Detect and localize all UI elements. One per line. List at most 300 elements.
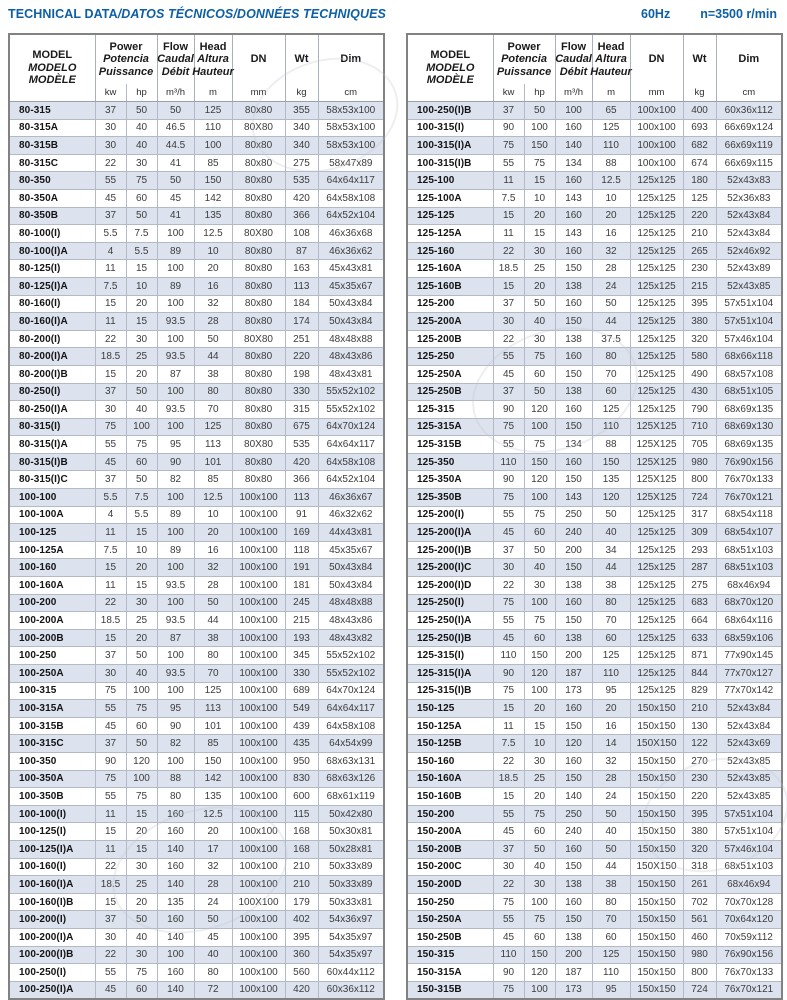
cell-wt: 118 <box>285 541 318 559</box>
cell-kw: 11 <box>493 717 524 735</box>
table-row <box>407 365 782 383</box>
cell-dn: 100x100 <box>232 735 285 753</box>
cell-dn: 100x100 <box>232 665 285 683</box>
cell-model: 100-250A <box>9 665 95 683</box>
cell-flow: 50 <box>157 172 194 190</box>
cell-wt: 318 <box>683 858 716 876</box>
unit-head: m <box>209 87 217 98</box>
cell-wt: 702 <box>683 893 716 911</box>
cell-hp: 50 <box>126 647 157 665</box>
cell-hp: 150 <box>524 946 555 964</box>
cell-head: 24 <box>592 277 630 295</box>
cell-head: 135 <box>194 207 232 225</box>
cell-dn: 100x100 <box>232 647 285 665</box>
cell-hp: 40 <box>126 665 157 683</box>
table-row <box>407 506 782 524</box>
cell-kw: 45 <box>95 453 126 471</box>
head-label-en: Head <box>199 40 227 53</box>
cell-hp: 60 <box>126 981 157 999</box>
cell-dim: 58x47x89 <box>318 154 384 172</box>
cell-head: 80 <box>592 893 630 911</box>
cell-hp: 30 <box>524 242 555 260</box>
cell-kw: 75 <box>95 770 126 788</box>
cell-wt: 287 <box>683 559 716 577</box>
cell-dim: 55x52x102 <box>318 665 384 683</box>
cell-flow: 100 <box>157 682 194 700</box>
cell-dim: 68x64x116 <box>716 612 782 630</box>
cell-model: 125-315B <box>407 436 493 454</box>
cell-model: 125-350 <box>407 453 493 471</box>
cell-dim: 60x44x112 <box>318 964 384 982</box>
cell-wt: 980 <box>683 946 716 964</box>
flow-label-fr: Débit <box>161 65 190 78</box>
cell-kw: 45 <box>493 629 524 647</box>
cell-flow: 93.5 <box>157 665 194 683</box>
cell-kw: 22 <box>95 154 126 172</box>
cell-head: 125 <box>592 647 630 665</box>
cell-hp: 50 <box>524 840 555 858</box>
cell-flow: 160 <box>555 207 592 225</box>
cell-kw: 90 <box>493 471 524 489</box>
table-row <box>9 524 384 542</box>
cell-dn: 125X125 <box>630 436 683 454</box>
cell-dn: 150X150 <box>630 735 683 753</box>
cell-head: 20 <box>194 524 232 542</box>
cell-head: 28 <box>592 260 630 278</box>
cell-dn: 150x150 <box>630 770 683 788</box>
cell-kw: 37 <box>493 295 524 313</box>
cell-hp: 75 <box>524 348 555 366</box>
cell-head: 44 <box>592 559 630 577</box>
cell-dn: 125x125 <box>630 682 683 700</box>
cell-dim: 68x51x103 <box>716 858 782 876</box>
cell-wt: 345 <box>285 647 318 665</box>
cell-dim: 57x51x104 <box>716 295 782 313</box>
cell-dn: 80x80 <box>232 137 285 155</box>
cell-wt: 91 <box>285 506 318 524</box>
cell-wt: 675 <box>285 418 318 436</box>
cell-dn: 80x80 <box>232 453 285 471</box>
cell-wt: 198 <box>285 365 318 383</box>
cell-wt: 430 <box>683 383 716 401</box>
cell-dn: 80x80 <box>232 102 285 120</box>
cell-dim: 64x64x117 <box>318 172 384 190</box>
table-row <box>407 612 782 630</box>
cell-model: 150-250B <box>407 928 493 946</box>
cell-dn: 100x100 <box>232 858 285 876</box>
cell-kw: 11 <box>95 805 126 823</box>
cell-wt: 844 <box>683 665 716 683</box>
table-row <box>9 365 384 383</box>
cell-model: 125-315 <box>407 401 493 419</box>
cell-kw: 110 <box>493 453 524 471</box>
dn-label: DN <box>250 53 267 66</box>
cell-wt: 180 <box>683 172 716 190</box>
table-row <box>407 840 782 858</box>
cell-dn: 100x100 <box>232 577 285 595</box>
cell-dn: 150x150 <box>630 928 683 946</box>
cell-head: 80 <box>592 348 630 366</box>
cell-kw: 90 <box>493 964 524 982</box>
cell-kw: 37 <box>95 911 126 929</box>
cell-model: 80-315(I)B <box>9 453 95 471</box>
cell-hp: 15 <box>126 313 157 331</box>
cell-model: 150-200D <box>407 876 493 894</box>
cell-flow: 100 <box>157 524 194 542</box>
cell-dn: 125x125 <box>630 383 683 401</box>
cell-dn: 100x100 <box>232 946 285 964</box>
cell-hp: 15 <box>126 577 157 595</box>
cell-model: 100-200(I)B <box>9 946 95 964</box>
cell-dim: 68x46x94 <box>716 876 782 894</box>
cell-hp: 7.5 <box>126 489 157 507</box>
cell-hp: 60 <box>524 524 555 542</box>
cell-model: 125-200A <box>407 313 493 331</box>
cell-model: 125-160A <box>407 260 493 278</box>
cell-head: 60 <box>592 928 630 946</box>
cell-head: 28 <box>592 770 630 788</box>
cell-hp: 120 <box>126 752 157 770</box>
cell-hp: 40 <box>126 401 157 419</box>
cell-dim: 50x43x84 <box>318 295 384 313</box>
cell-head: 150 <box>194 172 232 190</box>
cell-hp: 75 <box>126 700 157 718</box>
table-row <box>407 436 782 454</box>
cell-head: 20 <box>194 260 232 278</box>
cell-head: 20 <box>592 700 630 718</box>
cell-flow: 89 <box>157 541 194 559</box>
table-row <box>407 735 782 753</box>
cell-head: 17 <box>194 840 232 858</box>
flow-label-es: Caudal <box>555 53 592 66</box>
cell-head: 16 <box>194 541 232 559</box>
cell-model: 125-100 <box>407 172 493 190</box>
unit-dn: mm <box>648 87 665 98</box>
cell-dim: 55x52x102 <box>318 401 384 419</box>
cell-dn: 80x80 <box>232 189 285 207</box>
cell-head: 70 <box>592 911 630 929</box>
cell-wt: 682 <box>683 137 716 155</box>
cell-model: 100-200(I)A <box>9 928 95 946</box>
cell-dn: 100x100 <box>232 840 285 858</box>
cell-flow: 87 <box>157 629 194 647</box>
cell-dim: 48x43x82 <box>318 629 384 647</box>
cell-hp: 40 <box>126 137 157 155</box>
speed-label: n=3500 r/min <box>700 7 777 21</box>
cell-kw: 55 <box>95 964 126 982</box>
cell-kw: 5.5 <box>95 225 126 243</box>
cell-hp: 10 <box>126 277 157 295</box>
cell-dn: 100x100 <box>630 102 683 120</box>
cell-kw: 11 <box>95 840 126 858</box>
cell-kw: 7.5 <box>95 277 126 295</box>
cell-wt: 320 <box>683 330 716 348</box>
cell-model: 100-100A <box>9 506 95 524</box>
cell-head: 37.5 <box>592 330 630 348</box>
col-header-head <box>194 34 232 102</box>
cell-hp: 150 <box>524 453 555 471</box>
cell-hp: 15 <box>524 717 555 735</box>
cell-hp: 25 <box>126 876 157 894</box>
cell-hp: 60 <box>126 189 157 207</box>
cell-flow: 160 <box>555 119 592 137</box>
cell-wt: 130 <box>683 717 716 735</box>
cell-kw: 4 <box>95 242 126 260</box>
cell-head: 32 <box>592 752 630 770</box>
cell-model: 150-250A <box>407 911 493 929</box>
table-row <box>407 559 782 577</box>
cell-model: 150-160B <box>407 788 493 806</box>
tables-container <box>8 33 783 1000</box>
page-title <box>8 7 386 21</box>
unit-head: m <box>607 87 615 98</box>
cell-head: 50 <box>592 295 630 313</box>
header-row <box>407 34 782 102</box>
cell-kw: 55 <box>493 506 524 524</box>
cell-kw: 37 <box>95 471 126 489</box>
table-row <box>407 946 782 964</box>
table-row <box>407 418 782 436</box>
table-row <box>407 172 782 190</box>
power-units <box>494 84 555 101</box>
col-header-wt <box>683 34 716 102</box>
cell-hp: 20 <box>524 207 555 225</box>
cell-wt: 168 <box>285 823 318 841</box>
cell-kw: 4 <box>95 506 126 524</box>
cell-model: 150-200 <box>407 805 493 823</box>
cell-kw: 11 <box>95 313 126 331</box>
cell-dim: 48x43x86 <box>318 612 384 630</box>
cell-dim: 68x51x103 <box>716 541 782 559</box>
cell-head: 113 <box>194 700 232 718</box>
cell-flow: 46.5 <box>157 119 194 137</box>
page-title-main: TECHNICAL DATA <box>8 7 118 21</box>
cell-model: 125-160B <box>407 277 493 295</box>
cell-wt: 230 <box>683 770 716 788</box>
cell-flow: 150 <box>555 418 592 436</box>
cell-wt: 439 <box>285 717 318 735</box>
cell-dn: 125x125 <box>630 277 683 295</box>
cell-hp: 50 <box>126 471 157 489</box>
cell-hp: 25 <box>126 612 157 630</box>
cell-dim: 70x70x128 <box>716 893 782 911</box>
cell-kw: 75 <box>95 682 126 700</box>
cell-flow: 93.5 <box>157 348 194 366</box>
table-row <box>407 858 782 876</box>
cell-hp: 120 <box>524 665 555 683</box>
cell-wt: 366 <box>285 471 318 489</box>
cell-hp: 5.5 <box>126 242 157 260</box>
cell-kw: 55 <box>493 911 524 929</box>
cell-dim: 68x69x135 <box>716 401 782 419</box>
cell-head: 80 <box>194 964 232 982</box>
cell-hp: 75 <box>524 506 555 524</box>
cell-model: 100-350A <box>9 770 95 788</box>
head-label-fr: Hauteur <box>192 65 234 78</box>
cell-kw: 11 <box>493 172 524 190</box>
cell-model: 125-200(I)C <box>407 559 493 577</box>
cell-dn: 100x100 <box>232 682 285 700</box>
cell-dn: 100x100 <box>232 489 285 507</box>
cell-flow: 134 <box>555 154 592 172</box>
cell-dim: 64x64x117 <box>318 436 384 454</box>
cell-flow: 160 <box>555 840 592 858</box>
cell-kw: 7.5 <box>493 735 524 753</box>
cell-model: 100-160(I)B <box>9 893 95 911</box>
cell-head: 85 <box>194 471 232 489</box>
cell-head: 60 <box>592 629 630 647</box>
cell-dn: 80x80 <box>232 242 285 260</box>
cell-flow: 100 <box>157 225 194 243</box>
cell-model: 150-125A <box>407 717 493 735</box>
cell-flow: 150 <box>555 260 592 278</box>
table-row <box>407 981 782 999</box>
cell-flow: 187 <box>555 964 592 982</box>
cell-kw: 30 <box>493 559 524 577</box>
cell-kw: 37 <box>493 102 524 120</box>
cell-kw: 90 <box>493 401 524 419</box>
cell-dn: 80x80 <box>232 260 285 278</box>
cell-kw: 37 <box>95 383 126 401</box>
cell-flow: 89 <box>157 506 194 524</box>
cell-model: 100-315(I)B <box>407 154 493 172</box>
cell-model: 100-250 <box>9 647 95 665</box>
cell-hp: 15 <box>524 172 555 190</box>
cell-flow: 160 <box>555 401 592 419</box>
unit-wt: kg <box>694 87 705 98</box>
cell-wt: 210 <box>285 876 318 894</box>
cell-wt: 251 <box>285 330 318 348</box>
unit-flow: m³/h <box>564 87 584 98</box>
table-row <box>407 489 782 507</box>
cell-hp: 10 <box>524 189 555 207</box>
table-row <box>9 330 384 348</box>
cell-dim: 68x61x119 <box>318 788 384 806</box>
cell-flow: 89 <box>157 242 194 260</box>
cell-dn: 125X125 <box>630 418 683 436</box>
table-row <box>9 665 384 683</box>
cell-hp: 30 <box>524 577 555 595</box>
cell-flow: 95 <box>157 700 194 718</box>
table-row <box>407 665 782 683</box>
cell-model: 80-350B <box>9 207 95 225</box>
cell-dn: 80x80 <box>232 295 285 313</box>
cell-model: 80-250(I)A <box>9 401 95 419</box>
cell-dim: 50x30x81 <box>318 823 384 841</box>
cell-wt: 435 <box>285 735 318 753</box>
cell-dn: 100x100 <box>232 928 285 946</box>
cell-wt: 549 <box>285 700 318 718</box>
cell-flow: 100 <box>157 559 194 577</box>
power-label-fr: Puissance <box>496 65 552 78</box>
cell-hp: 60 <box>126 453 157 471</box>
table-row <box>9 964 384 982</box>
cell-dn: 100x100 <box>232 524 285 542</box>
col-header-dn <box>630 34 683 102</box>
cell-hp: 60 <box>524 928 555 946</box>
cell-hp: 20 <box>524 277 555 295</box>
cell-kw: 7.5 <box>95 541 126 559</box>
cell-head: 38 <box>592 876 630 894</box>
cell-dim: 52x36x83 <box>716 189 782 207</box>
col-header-model <box>9 34 95 102</box>
cell-flow: 250 <box>555 805 592 823</box>
cell-dn: 100x100 <box>232 629 285 647</box>
cell-dim: 45x43x81 <box>318 260 384 278</box>
cell-hp: 75 <box>524 154 555 172</box>
table-row <box>407 524 782 542</box>
cell-model: 100-125A <box>9 541 95 559</box>
cell-dim: 76x70x121 <box>716 981 782 999</box>
cell-kw: 18.5 <box>493 770 524 788</box>
cell-flow: 93.5 <box>157 577 194 595</box>
cell-head: 28 <box>194 577 232 595</box>
cell-flow: 45 <box>157 189 194 207</box>
cell-dim: 64x64x117 <box>318 700 384 718</box>
cell-model: 80-315C <box>9 154 95 172</box>
cell-dim: 64x70x124 <box>318 682 384 700</box>
cell-wt: 355 <box>285 102 318 120</box>
pump-table-right <box>406 33 783 1000</box>
frequency-label: 60Hz <box>641 7 671 21</box>
cell-wt: 800 <box>683 964 716 982</box>
cell-head: 88 <box>592 154 630 172</box>
cell-wt: 315 <box>285 401 318 419</box>
flow-label-en: Flow <box>561 40 587 53</box>
cell-dn: 125x125 <box>630 172 683 190</box>
cell-dim: 70x59x112 <box>716 928 782 946</box>
cell-hp: 10 <box>126 541 157 559</box>
cell-hp: 75 <box>126 788 157 806</box>
cell-model: 100-315A <box>9 700 95 718</box>
cell-head: 40 <box>592 823 630 841</box>
cell-flow: 150 <box>555 858 592 876</box>
cell-hp: 50 <box>524 541 555 559</box>
cell-model: 100-200A <box>9 612 95 630</box>
cell-model: 100-200 <box>9 594 95 612</box>
cell-kw: 30 <box>95 665 126 683</box>
cell-dn: 150x150 <box>630 964 683 982</box>
cell-hp: 75 <box>126 172 157 190</box>
cell-dn: 100x100 <box>232 559 285 577</box>
cell-hp: 25 <box>524 260 555 278</box>
cell-model: 100-200B <box>9 629 95 647</box>
cell-flow: 41 <box>157 154 194 172</box>
cell-flow: 160 <box>555 348 592 366</box>
cell-kw: 15 <box>493 788 524 806</box>
table-row <box>9 471 384 489</box>
cell-dn: 125x125 <box>630 629 683 647</box>
cell-wt: 220 <box>683 788 716 806</box>
cell-dn: 100x100 <box>232 964 285 982</box>
cell-wt: 460 <box>683 928 716 946</box>
cell-head: 110 <box>592 964 630 982</box>
cell-wt: 360 <box>285 946 318 964</box>
cell-model: 150-250 <box>407 893 493 911</box>
cell-kw: 22 <box>95 858 126 876</box>
cell-dn: 150x150 <box>630 840 683 858</box>
cell-wt: 380 <box>683 823 716 841</box>
cell-dim: 68x51x103 <box>716 559 782 577</box>
cell-dim: 57x46x104 <box>716 840 782 858</box>
cell-head: 101 <box>194 717 232 735</box>
cell-model: 80-160(I)A <box>9 313 95 331</box>
cell-head: 38 <box>194 365 232 383</box>
cell-model: 125-160 <box>407 242 493 260</box>
cell-kw: 55 <box>95 436 126 454</box>
table-row <box>407 788 782 806</box>
cell-kw: 15 <box>493 277 524 295</box>
